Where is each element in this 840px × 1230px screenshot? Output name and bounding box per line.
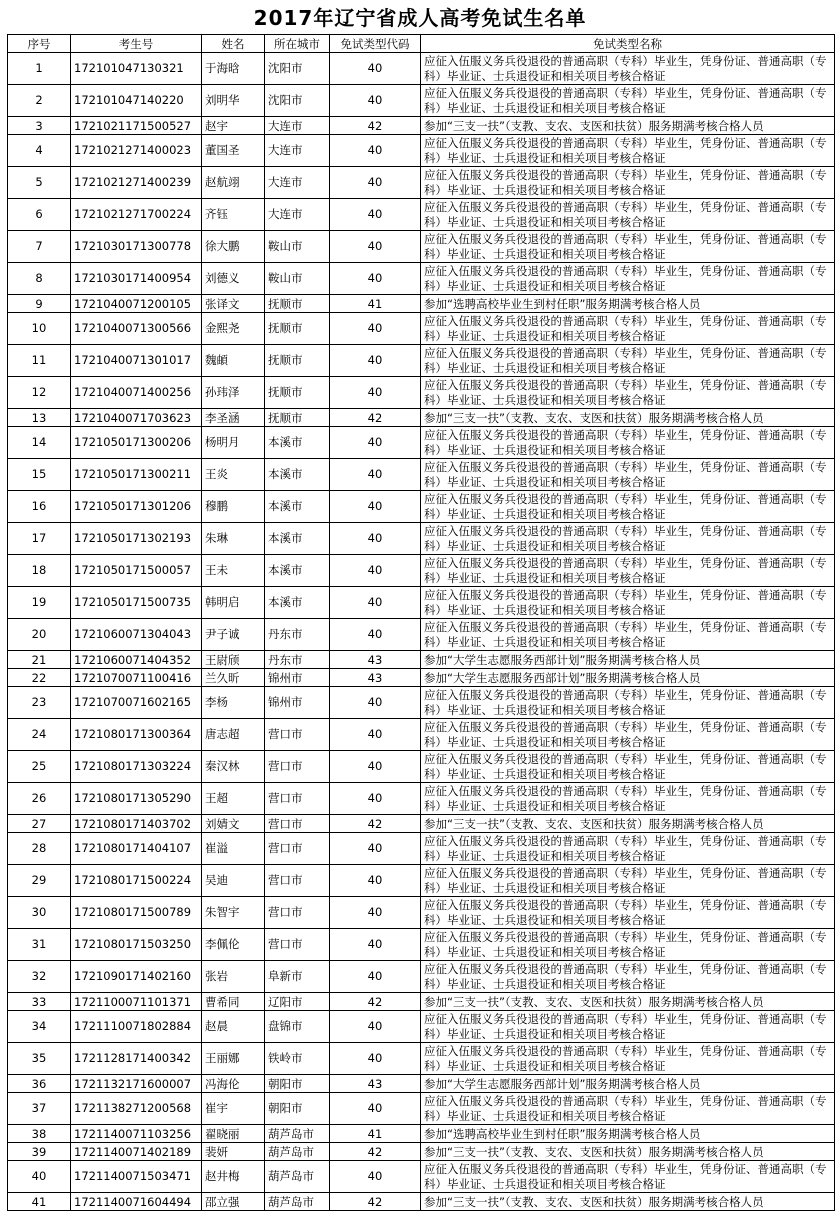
row-index: 29 bbox=[8, 865, 71, 897]
row-exam-number: 1721050171300211 bbox=[71, 459, 202, 491]
table-row bbox=[8, 687, 835, 719]
table-row bbox=[8, 1043, 835, 1075]
row-type-code: 42 bbox=[330, 993, 421, 1011]
row-type-code: 40 bbox=[330, 313, 421, 345]
page-title: 2017年辽宁省成人高考免试生名单 bbox=[253, 6, 587, 30]
row-name: 赵宇 bbox=[202, 117, 265, 135]
row-type-name: 参加“三支一扶”（支教、支农、支医和扶贫）服务期满考核合格人员 bbox=[421, 1193, 835, 1211]
row-type-code: 40 bbox=[330, 833, 421, 865]
row-name: 魏頔 bbox=[202, 345, 265, 377]
row-exam-number: 172101047130321 bbox=[71, 53, 202, 85]
row-type-code: 40 bbox=[330, 619, 421, 651]
row-city: 葫芦岛市 bbox=[265, 1125, 330, 1143]
row-type-code: 42 bbox=[330, 117, 421, 135]
row-type-name: 应征入伍服义务兵役退役的普通高职（专科）毕业生，凭身份证、普通高职（专科）毕业证、士兵退役证和相关项目考核合格证 bbox=[421, 427, 835, 459]
row-name: 王超 bbox=[202, 783, 265, 815]
row-name: 秦汉林 bbox=[202, 751, 265, 783]
row-name: 曹希同 bbox=[202, 993, 265, 1011]
table-row bbox=[8, 117, 835, 135]
row-type-code: 40 bbox=[330, 231, 421, 263]
row-type-name: 应征入伍服义务兵役退役的普通高职（专科）毕业生，凭身份证、普通高职（专科）毕业证、士兵退役证和相关项目考核合格证 bbox=[421, 199, 835, 231]
row-city: 抚顺市 bbox=[265, 295, 330, 313]
row-exam-number: 1721080171300364 bbox=[71, 719, 202, 751]
row-name: 杨明月 bbox=[202, 427, 265, 459]
row-city: 营口市 bbox=[265, 865, 330, 897]
table-row bbox=[8, 783, 835, 815]
row-name: 徐大鹏 bbox=[202, 231, 265, 263]
row-type-name: 应征入伍服义务兵役退役的普通高职（专科）毕业生，凭身份证、普通高职（专科）毕业证、士兵退役证和相关项目考核合格证 bbox=[421, 459, 835, 491]
row-index: 2 bbox=[8, 85, 71, 117]
table-row bbox=[8, 587, 835, 619]
table-row bbox=[8, 313, 835, 345]
row-city: 抚顺市 bbox=[265, 409, 330, 427]
row-name: 尹子诚 bbox=[202, 619, 265, 651]
row-name: 冯海伦 bbox=[202, 1075, 265, 1093]
row-name: 朱智宇 bbox=[202, 897, 265, 929]
row-exam-number: 1721021271400023 bbox=[71, 135, 202, 167]
row-exam-number: 1721100071101371 bbox=[71, 993, 202, 1011]
table-row bbox=[8, 929, 835, 961]
row-name: 赵晨 bbox=[202, 1011, 265, 1043]
row-type-code: 43 bbox=[330, 651, 421, 669]
row-city: 锦州市 bbox=[265, 669, 330, 687]
row-exam-number: 1721060071304043 bbox=[71, 619, 202, 651]
row-exam-number: 1721128171400342 bbox=[71, 1043, 202, 1075]
table-row bbox=[8, 459, 835, 491]
row-index: 6 bbox=[8, 199, 71, 231]
row-index: 25 bbox=[8, 751, 71, 783]
row-exam-number: 1721050171300206 bbox=[71, 427, 202, 459]
row-exam-number: 1721080171500224 bbox=[71, 865, 202, 897]
row-index: 14 bbox=[8, 427, 71, 459]
row-type-name: 应征入伍服义务兵役退役的普通高职（专科）毕业生，凭身份证、普通高职（专科）毕业证、士兵退役证和相关项目考核合格证 bbox=[421, 619, 835, 651]
row-exam-number: 1721080171403702 bbox=[71, 815, 202, 833]
row-exam-number: 1721040071301017 bbox=[71, 345, 202, 377]
row-exam-number: 1721040071200105 bbox=[71, 295, 202, 313]
row-type-code: 41 bbox=[330, 1125, 421, 1143]
row-name: 赵航翊 bbox=[202, 167, 265, 199]
row-index: 37 bbox=[8, 1093, 71, 1125]
row-city: 营口市 bbox=[265, 833, 330, 865]
row-type-name: 参加“大学生志愿服务西部计划”服务期满考核合格人员 bbox=[421, 651, 835, 669]
table-row bbox=[8, 865, 835, 897]
row-type-code: 40 bbox=[330, 751, 421, 783]
row-type-name: 应征入伍服义务兵役退役的普通高职（专科）毕业生，凭身份证、普通高职（专科）毕业证、士兵退役证和相关项目考核合格证 bbox=[421, 1093, 835, 1125]
row-type-code: 43 bbox=[330, 669, 421, 687]
table-row bbox=[8, 669, 835, 687]
row-type-name: 应征入伍服义务兵役退役的普通高职（专科）毕业生，凭身份证、普通高职（专科）毕业证、士兵退役证和相关项目考核合格证 bbox=[421, 687, 835, 719]
row-name: 孙玮泽 bbox=[202, 377, 265, 409]
row-name: 李杨 bbox=[202, 687, 265, 719]
row-exam-number: 1721050171301206 bbox=[71, 491, 202, 523]
row-index: 39 bbox=[8, 1143, 71, 1161]
table-row bbox=[8, 523, 835, 555]
table-row bbox=[8, 1011, 835, 1043]
row-city: 鞍山市 bbox=[265, 263, 330, 295]
row-name: 齐钰 bbox=[202, 199, 265, 231]
row-type-name: 参加“大学生志愿服务西部计划”服务期满考核合格人员 bbox=[421, 669, 835, 687]
table-row bbox=[8, 619, 835, 651]
row-type-name: 应征入伍服义务兵役退役的普通高职（专科）毕业生，凭身份证、普通高职（专科）毕业证、士兵退役证和相关项目考核合格证 bbox=[421, 377, 835, 409]
row-exam-number: 172101047140220 bbox=[71, 85, 202, 117]
row-index: 8 bbox=[8, 263, 71, 295]
row-city: 本溪市 bbox=[265, 523, 330, 555]
row-name: 刘明华 bbox=[202, 85, 265, 117]
row-city: 朝阳市 bbox=[265, 1093, 330, 1125]
row-type-name: 应征入伍服义务兵役退役的普通高职（专科）毕业生，凭身份证、普通高职（专科）毕业证、士兵退役证和相关项目考核合格证 bbox=[421, 719, 835, 751]
row-index: 10 bbox=[8, 313, 71, 345]
row-index: 27 bbox=[8, 815, 71, 833]
row-type-code: 42 bbox=[330, 815, 421, 833]
row-index: 1 bbox=[8, 53, 71, 85]
row-name: 于海晗 bbox=[202, 53, 265, 85]
row-name: 崔宇 bbox=[202, 1093, 265, 1125]
row-name: 刘婧文 bbox=[202, 815, 265, 833]
row-name: 王炎 bbox=[202, 459, 265, 491]
row-type-code: 40 bbox=[330, 135, 421, 167]
row-type-code: 40 bbox=[330, 719, 421, 751]
row-city: 丹东市 bbox=[265, 619, 330, 651]
row-exam-number: 1721050171500735 bbox=[71, 587, 202, 619]
header-city: 所在城市 bbox=[265, 35, 330, 53]
row-name: 张岩 bbox=[202, 961, 265, 993]
row-exam-number: 1721050171500057 bbox=[71, 555, 202, 587]
row-type-code: 40 bbox=[330, 377, 421, 409]
row-type-name: 参加“三支一扶”（支教、支农、支医和扶贫）服务期满考核合格人员 bbox=[421, 409, 835, 427]
row-index: 5 bbox=[8, 167, 71, 199]
row-name: 李圣涵 bbox=[202, 409, 265, 427]
table-row bbox=[8, 427, 835, 459]
table-row bbox=[8, 377, 835, 409]
row-index: 7 bbox=[8, 231, 71, 263]
row-name: 翟晓丽 bbox=[202, 1125, 265, 1143]
row-exam-number: 1721080171305290 bbox=[71, 783, 202, 815]
row-index: 18 bbox=[8, 555, 71, 587]
table-row bbox=[8, 1093, 835, 1125]
row-city: 抚顺市 bbox=[265, 313, 330, 345]
table-row bbox=[8, 993, 835, 1011]
row-index: 28 bbox=[8, 833, 71, 865]
row-name: 吴迪 bbox=[202, 865, 265, 897]
row-type-code: 40 bbox=[330, 1093, 421, 1125]
row-exam-number: 1721080171503250 bbox=[71, 929, 202, 961]
row-exam-number: 1721021171500527 bbox=[71, 117, 202, 135]
row-index: 11 bbox=[8, 345, 71, 377]
row-name: 刘德义 bbox=[202, 263, 265, 295]
row-name: 金熙尧 bbox=[202, 313, 265, 345]
row-type-code: 40 bbox=[330, 1011, 421, 1043]
row-index: 34 bbox=[8, 1011, 71, 1043]
row-type-name: 应征入伍服义务兵役退役的普通高职（专科）毕业生，凭身份证、普通高职（专科）毕业证、士兵退役证和相关项目考核合格证 bbox=[421, 783, 835, 815]
row-city: 盘锦市 bbox=[265, 1011, 330, 1043]
table-row bbox=[8, 1161, 835, 1193]
row-city: 沈阳市 bbox=[265, 85, 330, 117]
row-type-name: 应征入伍服义务兵役退役的普通高职（专科）毕业生，凭身份证、普通高职（专科）毕业证、士兵退役证和相关项目考核合格证 bbox=[421, 85, 835, 117]
table-row bbox=[8, 555, 835, 587]
row-name: 裴妍 bbox=[202, 1143, 265, 1161]
row-exam-number: 1721021271700224 bbox=[71, 199, 202, 231]
row-type-code: 40 bbox=[330, 555, 421, 587]
row-type-code: 40 bbox=[330, 961, 421, 993]
row-exam-number: 1721080171303224 bbox=[71, 751, 202, 783]
row-index: 19 bbox=[8, 587, 71, 619]
row-index: 30 bbox=[8, 897, 71, 929]
row-city: 葫芦岛市 bbox=[265, 1161, 330, 1193]
row-type-code: 40 bbox=[330, 1161, 421, 1193]
row-exam-number: 1721080171404107 bbox=[71, 833, 202, 865]
table-row bbox=[8, 53, 835, 85]
row-name: 邵立强 bbox=[202, 1193, 265, 1211]
row-name: 李佩伦 bbox=[202, 929, 265, 961]
row-type-name: 参加“大学生志愿服务西部计划”服务期满考核合格人员 bbox=[421, 1075, 835, 1093]
row-city: 本溪市 bbox=[265, 491, 330, 523]
table-row bbox=[8, 1193, 835, 1211]
row-type-code: 40 bbox=[330, 167, 421, 199]
table-row bbox=[8, 409, 835, 427]
table-row bbox=[8, 85, 835, 117]
row-type-name: 应征入伍服义务兵役退役的普通高职（专科）毕业生，凭身份证、普通高职（专科）毕业证、士兵退役证和相关项目考核合格证 bbox=[421, 345, 835, 377]
row-index: 16 bbox=[8, 491, 71, 523]
row-exam-number: 1721070071100416 bbox=[71, 669, 202, 687]
exemption-list-table bbox=[7, 34, 835, 1211]
row-type-code: 40 bbox=[330, 865, 421, 897]
row-city: 营口市 bbox=[265, 751, 330, 783]
table-row bbox=[8, 345, 835, 377]
row-exam-number: 1721140071503471 bbox=[71, 1161, 202, 1193]
row-exam-number: 1721030171300778 bbox=[71, 231, 202, 263]
row-index: 4 bbox=[8, 135, 71, 167]
row-type-name: 应征入伍服义务兵役退役的普通高职（专科）毕业生，凭身份证、普通高职（专科）毕业证、士兵退役证和相关项目考核合格证 bbox=[421, 1011, 835, 1043]
row-city: 葫芦岛市 bbox=[265, 1193, 330, 1211]
row-type-code: 42 bbox=[330, 1193, 421, 1211]
row-city: 朝阳市 bbox=[265, 1075, 330, 1093]
table-row bbox=[8, 815, 835, 833]
row-exam-number: 1721040071300566 bbox=[71, 313, 202, 345]
row-index: 38 bbox=[8, 1125, 71, 1143]
row-type-name: 应征入伍服义务兵役退役的普通高职（专科）毕业生，凭身份证、普通高职（专科）毕业证、士兵退役证和相关项目考核合格证 bbox=[421, 263, 835, 295]
row-type-name: 应征入伍服义务兵役退役的普通高职（专科）毕业生，凭身份证、普通高职（专科）毕业证、士兵退役证和相关项目考核合格证 bbox=[421, 751, 835, 783]
row-index: 41 bbox=[8, 1193, 71, 1211]
row-city: 营口市 bbox=[265, 815, 330, 833]
row-city: 沈阳市 bbox=[265, 53, 330, 85]
row-city: 本溪市 bbox=[265, 587, 330, 619]
row-exam-number: 1721060071404352 bbox=[71, 651, 202, 669]
row-exam-number: 1721110071802884 bbox=[71, 1011, 202, 1043]
row-city: 锦州市 bbox=[265, 687, 330, 719]
table-row bbox=[8, 961, 835, 993]
row-index: 23 bbox=[8, 687, 71, 719]
row-exam-number: 1721132171600007 bbox=[71, 1075, 202, 1093]
row-type-name: 应征入伍服义务兵役退役的普通高职（专科）毕业生，凭身份证、普通高职（专科）毕业证、士兵退役证和相关项目考核合格证 bbox=[421, 135, 835, 167]
row-type-code: 42 bbox=[330, 409, 421, 427]
row-city: 营口市 bbox=[265, 897, 330, 929]
row-city: 抚顺市 bbox=[265, 345, 330, 377]
row-type-name: 应征入伍服义务兵役退役的普通高职（专科）毕业生，凭身份证、普通高职（专科）毕业证、士兵退役证和相关项目考核合格证 bbox=[421, 929, 835, 961]
row-type-name: 参加“选聘高校毕业生到村任职”服务期满考核合格人员 bbox=[421, 1125, 835, 1143]
row-type-name: 应征入伍服义务兵役退役的普通高职（专科）毕业生，凭身份证、普通高职（专科）毕业证、士兵退役证和相关项目考核合格证 bbox=[421, 555, 835, 587]
row-exam-number: 1721090171402160 bbox=[71, 961, 202, 993]
row-exam-number: 1721040071400256 bbox=[71, 377, 202, 409]
row-city: 抚顺市 bbox=[265, 377, 330, 409]
row-type-name: 参加“三支一扶”（支教、支农、支医和扶贫）服务期满考核合格人员 bbox=[421, 993, 835, 1011]
row-type-code: 40 bbox=[330, 1043, 421, 1075]
row-exam-number: 1721030171400954 bbox=[71, 263, 202, 295]
row-exam-number: 1721070071602165 bbox=[71, 687, 202, 719]
row-name: 王未 bbox=[202, 555, 265, 587]
row-type-code: 40 bbox=[330, 199, 421, 231]
row-type-code: 42 bbox=[330, 1143, 421, 1161]
row-index: 33 bbox=[8, 993, 71, 1011]
row-type-code: 40 bbox=[330, 345, 421, 377]
table-row bbox=[8, 491, 835, 523]
row-name: 王丽娜 bbox=[202, 1043, 265, 1075]
row-type-code: 40 bbox=[330, 523, 421, 555]
header-type-code: 免试类型代码 bbox=[330, 35, 421, 53]
row-exam-number: 1721021271400239 bbox=[71, 167, 202, 199]
row-name: 董国圣 bbox=[202, 135, 265, 167]
row-name: 韩明启 bbox=[202, 587, 265, 619]
row-type-name: 应征入伍服义务兵役退役的普通高职（专科）毕业生，凭身份证、普通高职（专科）毕业证、士兵退役证和相关项目考核合格证 bbox=[421, 897, 835, 929]
row-index: 12 bbox=[8, 377, 71, 409]
row-exam-number: 1721080171500789 bbox=[71, 897, 202, 929]
row-city: 大连市 bbox=[265, 117, 330, 135]
row-type-name: 应征入伍服义务兵役退役的普通高职（专科）毕业生，凭身份证、普通高职（专科）毕业证、士兵退役证和相关项目考核合格证 bbox=[421, 523, 835, 555]
row-name: 穆鹏 bbox=[202, 491, 265, 523]
header-type-name: 免试类型名称 bbox=[421, 35, 835, 53]
header-exam-number: 考生号 bbox=[71, 35, 202, 53]
row-index: 21 bbox=[8, 651, 71, 669]
row-name: 赵井梅 bbox=[202, 1161, 265, 1193]
row-index: 15 bbox=[8, 459, 71, 491]
row-type-code: 41 bbox=[330, 295, 421, 313]
table-row bbox=[8, 833, 835, 865]
row-type-name: 应征入伍服义务兵役退役的普通高职（专科）毕业生，凭身份证、普通高职（专科）毕业证、士兵退役证和相关项目考核合格证 bbox=[421, 313, 835, 345]
row-city: 大连市 bbox=[265, 135, 330, 167]
row-index: 3 bbox=[8, 117, 71, 135]
row-type-name: 应征入伍服义务兵役退役的普通高职（专科）毕业生，凭身份证、普通高职（专科）毕业证、士兵退役证和相关项目考核合格证 bbox=[421, 1043, 835, 1075]
table-row bbox=[8, 719, 835, 751]
row-type-name: 应征入伍服义务兵役退役的普通高职（专科）毕业生，凭身份证、普通高职（专科）毕业证、士兵退役证和相关项目考核合格证 bbox=[421, 833, 835, 865]
table-row bbox=[8, 897, 835, 929]
row-index: 35 bbox=[8, 1043, 71, 1075]
table-row bbox=[8, 199, 835, 231]
table-row bbox=[8, 135, 835, 167]
row-exam-number: 1721138271200568 bbox=[71, 1093, 202, 1125]
header-index: 序号 bbox=[8, 35, 71, 53]
row-type-name: 应征入伍服义务兵役退役的普通高职（专科）毕业生，凭身份证、普通高职（专科）毕业证、士兵退役证和相关项目考核合格证 bbox=[421, 53, 835, 85]
row-type-code: 40 bbox=[330, 263, 421, 295]
row-exam-number: 1721140071604494 bbox=[71, 1193, 202, 1211]
row-index: 26 bbox=[8, 783, 71, 815]
row-type-code: 40 bbox=[330, 427, 421, 459]
table-row bbox=[8, 651, 835, 669]
table-row bbox=[8, 231, 835, 263]
row-type-name: 应征入伍服义务兵役退役的普通高职（专科）毕业生，凭身份证、普通高职（专科）毕业证、士兵退役证和相关项目考核合格证 bbox=[421, 491, 835, 523]
row-city: 营口市 bbox=[265, 719, 330, 751]
row-city: 辽阳市 bbox=[265, 993, 330, 1011]
row-name: 崔溢 bbox=[202, 833, 265, 865]
row-type-code: 40 bbox=[330, 459, 421, 491]
row-city: 大连市 bbox=[265, 199, 330, 231]
row-type-code: 40 bbox=[330, 587, 421, 619]
row-type-name: 应征入伍服义务兵役退役的普通高职（专科）毕业生，凭身份证、普通高职（专科）毕业证、士兵退役证和相关项目考核合格证 bbox=[421, 1161, 835, 1193]
row-index: 20 bbox=[8, 619, 71, 651]
row-index: 9 bbox=[8, 295, 71, 313]
row-index: 32 bbox=[8, 961, 71, 993]
table-row bbox=[8, 1125, 835, 1143]
row-name: 唐志超 bbox=[202, 719, 265, 751]
table-row bbox=[8, 295, 835, 313]
row-type-name: 应征入伍服义务兵役退役的普通高职（专科）毕业生，凭身份证、普通高职（专科）毕业证、士兵退役证和相关项目考核合格证 bbox=[421, 961, 835, 993]
row-city: 本溪市 bbox=[265, 427, 330, 459]
row-city: 大连市 bbox=[265, 167, 330, 199]
table-row bbox=[8, 1143, 835, 1161]
row-city: 阜新市 bbox=[265, 961, 330, 993]
row-type-name: 参加“三支一扶”（支教、支农、支医和扶贫）服务期满考核合格人员 bbox=[421, 117, 835, 135]
table-row bbox=[8, 1075, 835, 1093]
row-name: 张译文 bbox=[202, 295, 265, 313]
row-name: 兰久昕 bbox=[202, 669, 265, 687]
row-exam-number: 1721050171302193 bbox=[71, 523, 202, 555]
row-type-name: 应征入伍服义务兵役退役的普通高职（专科）毕业生，凭身份证、普通高职（专科）毕业证、士兵退役证和相关项目考核合格证 bbox=[421, 167, 835, 199]
row-city: 丹东市 bbox=[265, 651, 330, 669]
row-type-name: 应征入伍服义务兵役退役的普通高职（专科）毕业生，凭身份证、普通高职（专科）毕业证、士兵退役证和相关项目考核合格证 bbox=[421, 587, 835, 619]
row-type-name: 应征入伍服义务兵役退役的普通高职（专科）毕业生，凭身份证、普通高职（专科）毕业证、士兵退役证和相关项目考核合格证 bbox=[421, 865, 835, 897]
row-city: 本溪市 bbox=[265, 555, 330, 587]
row-city: 营口市 bbox=[265, 783, 330, 815]
row-index: 17 bbox=[8, 523, 71, 555]
row-name: 王尉颀 bbox=[202, 651, 265, 669]
row-index: 36 bbox=[8, 1075, 71, 1093]
row-type-code: 40 bbox=[330, 53, 421, 85]
row-type-name: 参加“三支一扶”（支教、支农、支医和扶贫）服务期满考核合格人员 bbox=[421, 815, 835, 833]
row-type-code: 43 bbox=[330, 1075, 421, 1093]
row-city: 铁岭市 bbox=[265, 1043, 330, 1075]
row-index: 13 bbox=[8, 409, 71, 427]
row-type-code: 40 bbox=[330, 687, 421, 719]
row-type-name: 参加“选聘高校毕业生到村任职”服务期满考核合格人员 bbox=[421, 295, 835, 313]
header-name: 姓名 bbox=[202, 35, 265, 53]
table-header-row bbox=[8, 35, 835, 53]
row-type-name: 参加“三支一扶”（支教、支农、支医和扶贫）服务期满考核合格人员 bbox=[421, 1143, 835, 1161]
row-exam-number: 1721040071703623 bbox=[71, 409, 202, 427]
table-row bbox=[8, 263, 835, 295]
row-type-code: 40 bbox=[330, 85, 421, 117]
row-index: 24 bbox=[8, 719, 71, 751]
row-type-code: 40 bbox=[330, 491, 421, 523]
row-type-code: 40 bbox=[330, 929, 421, 961]
row-exam-number: 1721140071402189 bbox=[71, 1143, 202, 1161]
row-index: 31 bbox=[8, 929, 71, 961]
table-row bbox=[8, 167, 835, 199]
row-type-code: 40 bbox=[330, 897, 421, 929]
row-exam-number: 1721140071103256 bbox=[71, 1125, 202, 1143]
row-city: 葫芦岛市 bbox=[265, 1143, 330, 1161]
row-index: 40 bbox=[8, 1161, 71, 1193]
row-city: 营口市 bbox=[265, 929, 330, 961]
row-name: 朱琳 bbox=[202, 523, 265, 555]
table-row bbox=[8, 751, 835, 783]
row-index: 22 bbox=[8, 669, 71, 687]
row-city: 本溪市 bbox=[265, 459, 330, 491]
row-city: 鞍山市 bbox=[265, 231, 330, 263]
row-type-code: 40 bbox=[330, 783, 421, 815]
row-type-name: 应征入伍服义务兵役退役的普通高职（专科）毕业生，凭身份证、普通高职（专科）毕业证、士兵退役证和相关项目考核合格证 bbox=[421, 231, 835, 263]
